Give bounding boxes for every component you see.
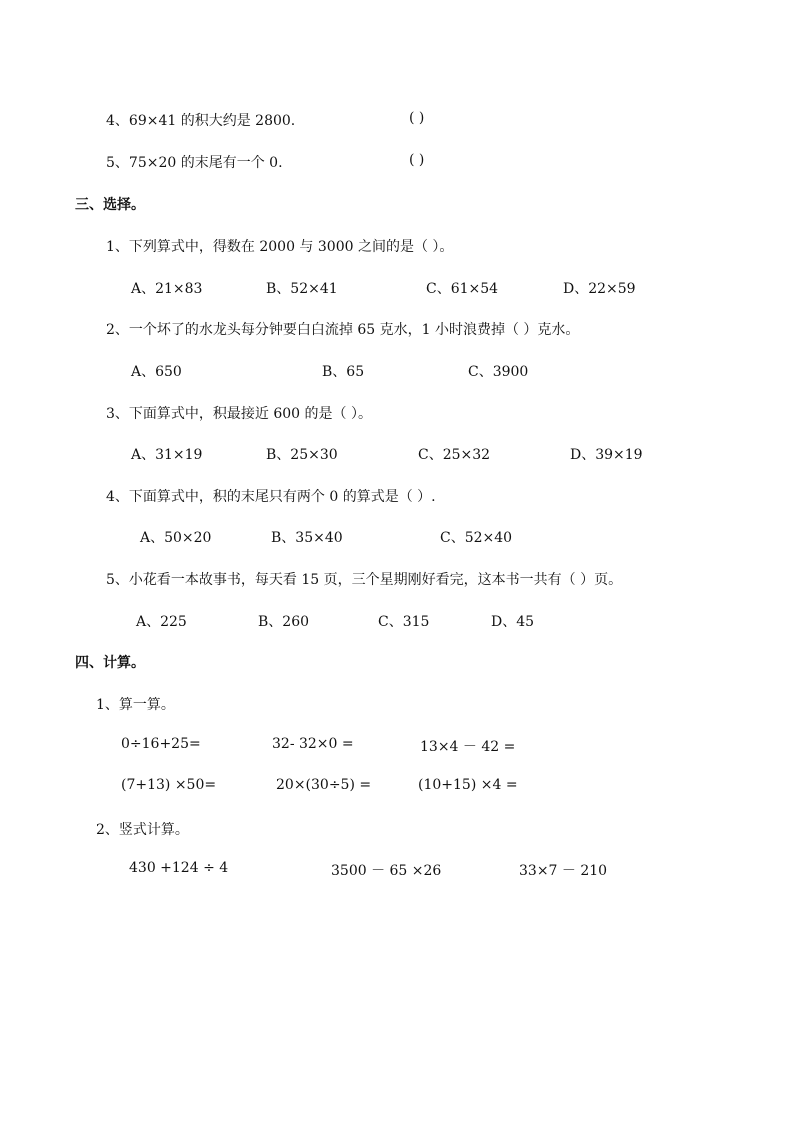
calc-expression: 32- 32×0 = — [272, 736, 354, 752]
option-c[interactable]: C、61×54 — [426, 281, 499, 297]
subsection-title: 2、竖式计算。 — [96, 822, 189, 838]
option-d[interactable]: D、22×59 — [563, 281, 636, 297]
option-a[interactable]: A、31×19 — [131, 447, 203, 463]
judge-answer-paren[interactable]: ( ) — [409, 110, 425, 126]
calc-expression: 13×4 － 42 = — [420, 739, 516, 755]
judge-item-text: 5、75×20 的末尾有一个 0. — [106, 155, 283, 171]
vertical-calc-expression: 33×7 － 210 — [519, 863, 608, 879]
option-b[interactable]: B、35×40 — [271, 530, 343, 546]
option-a[interactable]: A、50×20 — [140, 530, 212, 546]
question-text: 5、小花看一本故事书，每天看 15 页，三个星期刚好看完，这本书一共有（ ）页。 — [106, 572, 623, 588]
section-heading-calculation: 四、计算。 — [75, 655, 145, 671]
option-a[interactable]: A、650 — [131, 364, 182, 380]
question-text: 3、下面算式中，积最接近 600 的是（ ）。 — [106, 406, 372, 422]
question-text: 4、下面算式中，积的末尾只有两个 0 的算式是（ ）. — [106, 489, 436, 505]
subsection-title: 1、算一算。 — [96, 697, 175, 713]
question-text: 1、下列算式中，得数在 2000 与 3000 之间的是（ ）。 — [106, 239, 454, 255]
option-a[interactable]: A、21×83 — [131, 281, 203, 297]
calc-expression: 0÷16+25= — [121, 736, 201, 752]
option-d[interactable]: D、45 — [491, 614, 535, 630]
judge-item — [106, 152, 283, 172]
judge-answer-paren[interactable]: ( ) — [409, 152, 425, 168]
section-heading-choice: 三、选择。 — [75, 197, 145, 213]
option-b[interactable]: B、65 — [322, 364, 365, 380]
option-a[interactable]: A、225 — [136, 614, 187, 630]
option-c[interactable]: C、3900 — [468, 364, 529, 380]
judge-item — [106, 110, 295, 130]
calc-expression: (10+15) ×4 = — [418, 777, 518, 793]
option-b[interactable]: B、260 — [258, 614, 310, 630]
option-c[interactable]: C、25×32 — [418, 447, 491, 463]
option-b[interactable]: B、25×30 — [266, 447, 338, 463]
option-d[interactable]: D、39×19 — [570, 447, 643, 463]
option-b[interactable]: B、52×41 — [266, 281, 338, 297]
question-text: 2、一个坏了的水龙头每分钟要白白流掉 65 克水，1 小时浪费掉（ ）克水。 — [106, 322, 580, 338]
vertical-calc-expression: 430 +124 ÷ 4 — [129, 860, 229, 876]
option-c[interactable]: C、52×40 — [440, 530, 513, 546]
calc-expression: 20×(30÷5) = — [276, 777, 372, 793]
vertical-calc-expression: 3500 － 65 ×26 — [331, 863, 442, 879]
judge-item-text: 4、69×41 的积大约是 2800. — [106, 113, 296, 129]
option-c[interactable]: C、315 — [378, 614, 430, 630]
calc-expression: (7+13) ×50= — [121, 777, 217, 793]
